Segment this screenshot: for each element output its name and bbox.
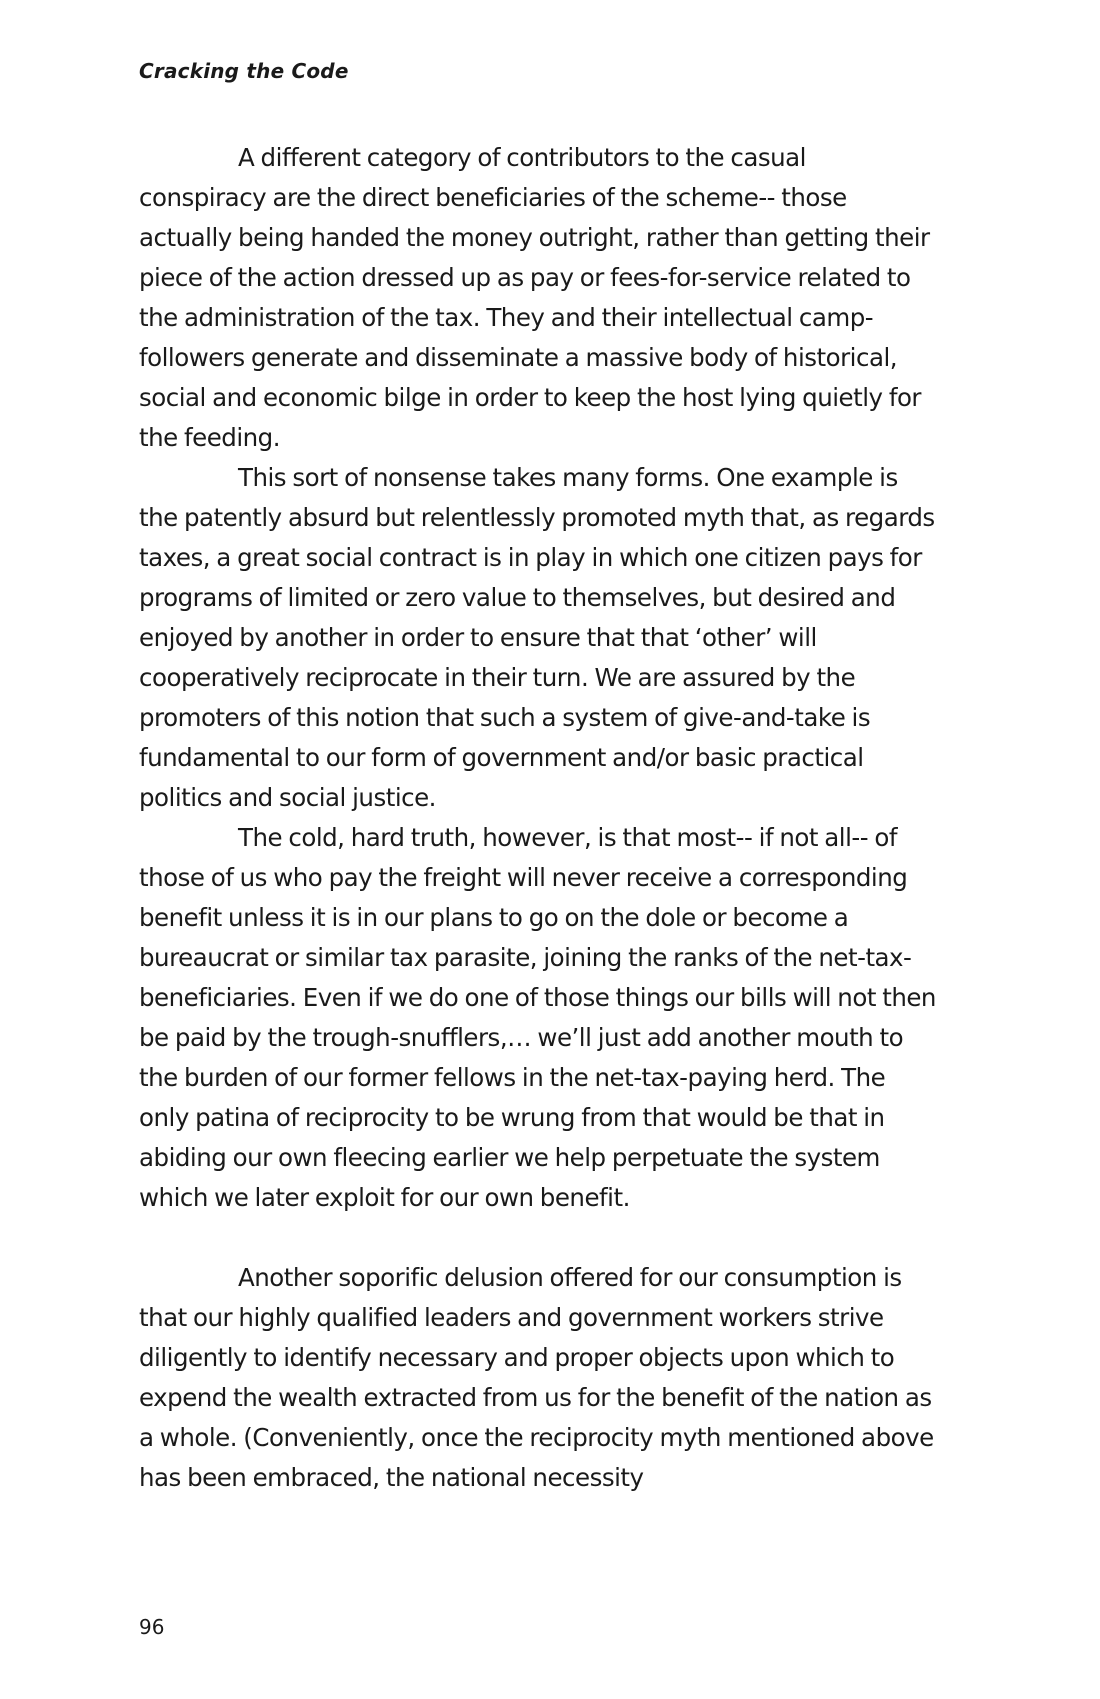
paragraph-2: This sort of nonsense takes many forms. One example is the patently absurd but relentlessly promoted myth that, as regards taxes, a great social contract is in play in which one citizen pays for programs of limited or zero value to themselves, but desired and enjoyed by another in order to ensure that that ‘other’ will cooperatively reciprocate in their turn. We are assured by the promoters of this notion that such a system of give-and-take is fundamental to our form of government and/or basic practical politics and social justice. — [139, 463, 935, 812]
paragraph-1: A different category of contributors to the casual conspiracy are the direct beneficiaries of the scheme-- those actually being handed the money outright, rather than getting their piece of the action dressed up as pay or fees-for-service related to the administration of the tax. They and their intellectual camp-followers generate and disseminate a massive body of historical, social and economic bilge in order to keep the host lying quietly for the feeding. — [139, 143, 930, 452]
running-header-title: Cracking the Code — [139, 59, 349, 83]
paragraph-spacer — [139, 1218, 939, 1258]
page-number: 96 — [139, 1615, 165, 1639]
paragraph-3: The cold, hard truth, however, is that most-- if not all-- of those of us who pay the freight will never receive a corresponding benefit unless it is in our plans to go on the dole or become a bureaucrat or similar tax parasite, joining the ranks of the net-tax-beneficiaries. Even if we do one of those things our bills will not then be paid by the trough-snufflers,… we’ll just add another mouth to the burden of our former fellows in the net-tax-paying herd. The only patina of reciprocity to be wrung from that would be that in abiding our own fleecing earlier we help perpetuate the system which we later exploit for our own benefit. — [139, 823, 936, 1212]
paragraph-4: Another soporific delusion offered for our consumption is that our highly qualified leaders and government workers strive diligently to identify necessary and proper objects upon which to expend the wealth extracted from us for the benefit of the nation as a whole. (Conveniently, once the reciprocity myth mentioned above has been embraced, the national necessity — [139, 1263, 934, 1492]
body-text — [139, 138, 939, 1498]
